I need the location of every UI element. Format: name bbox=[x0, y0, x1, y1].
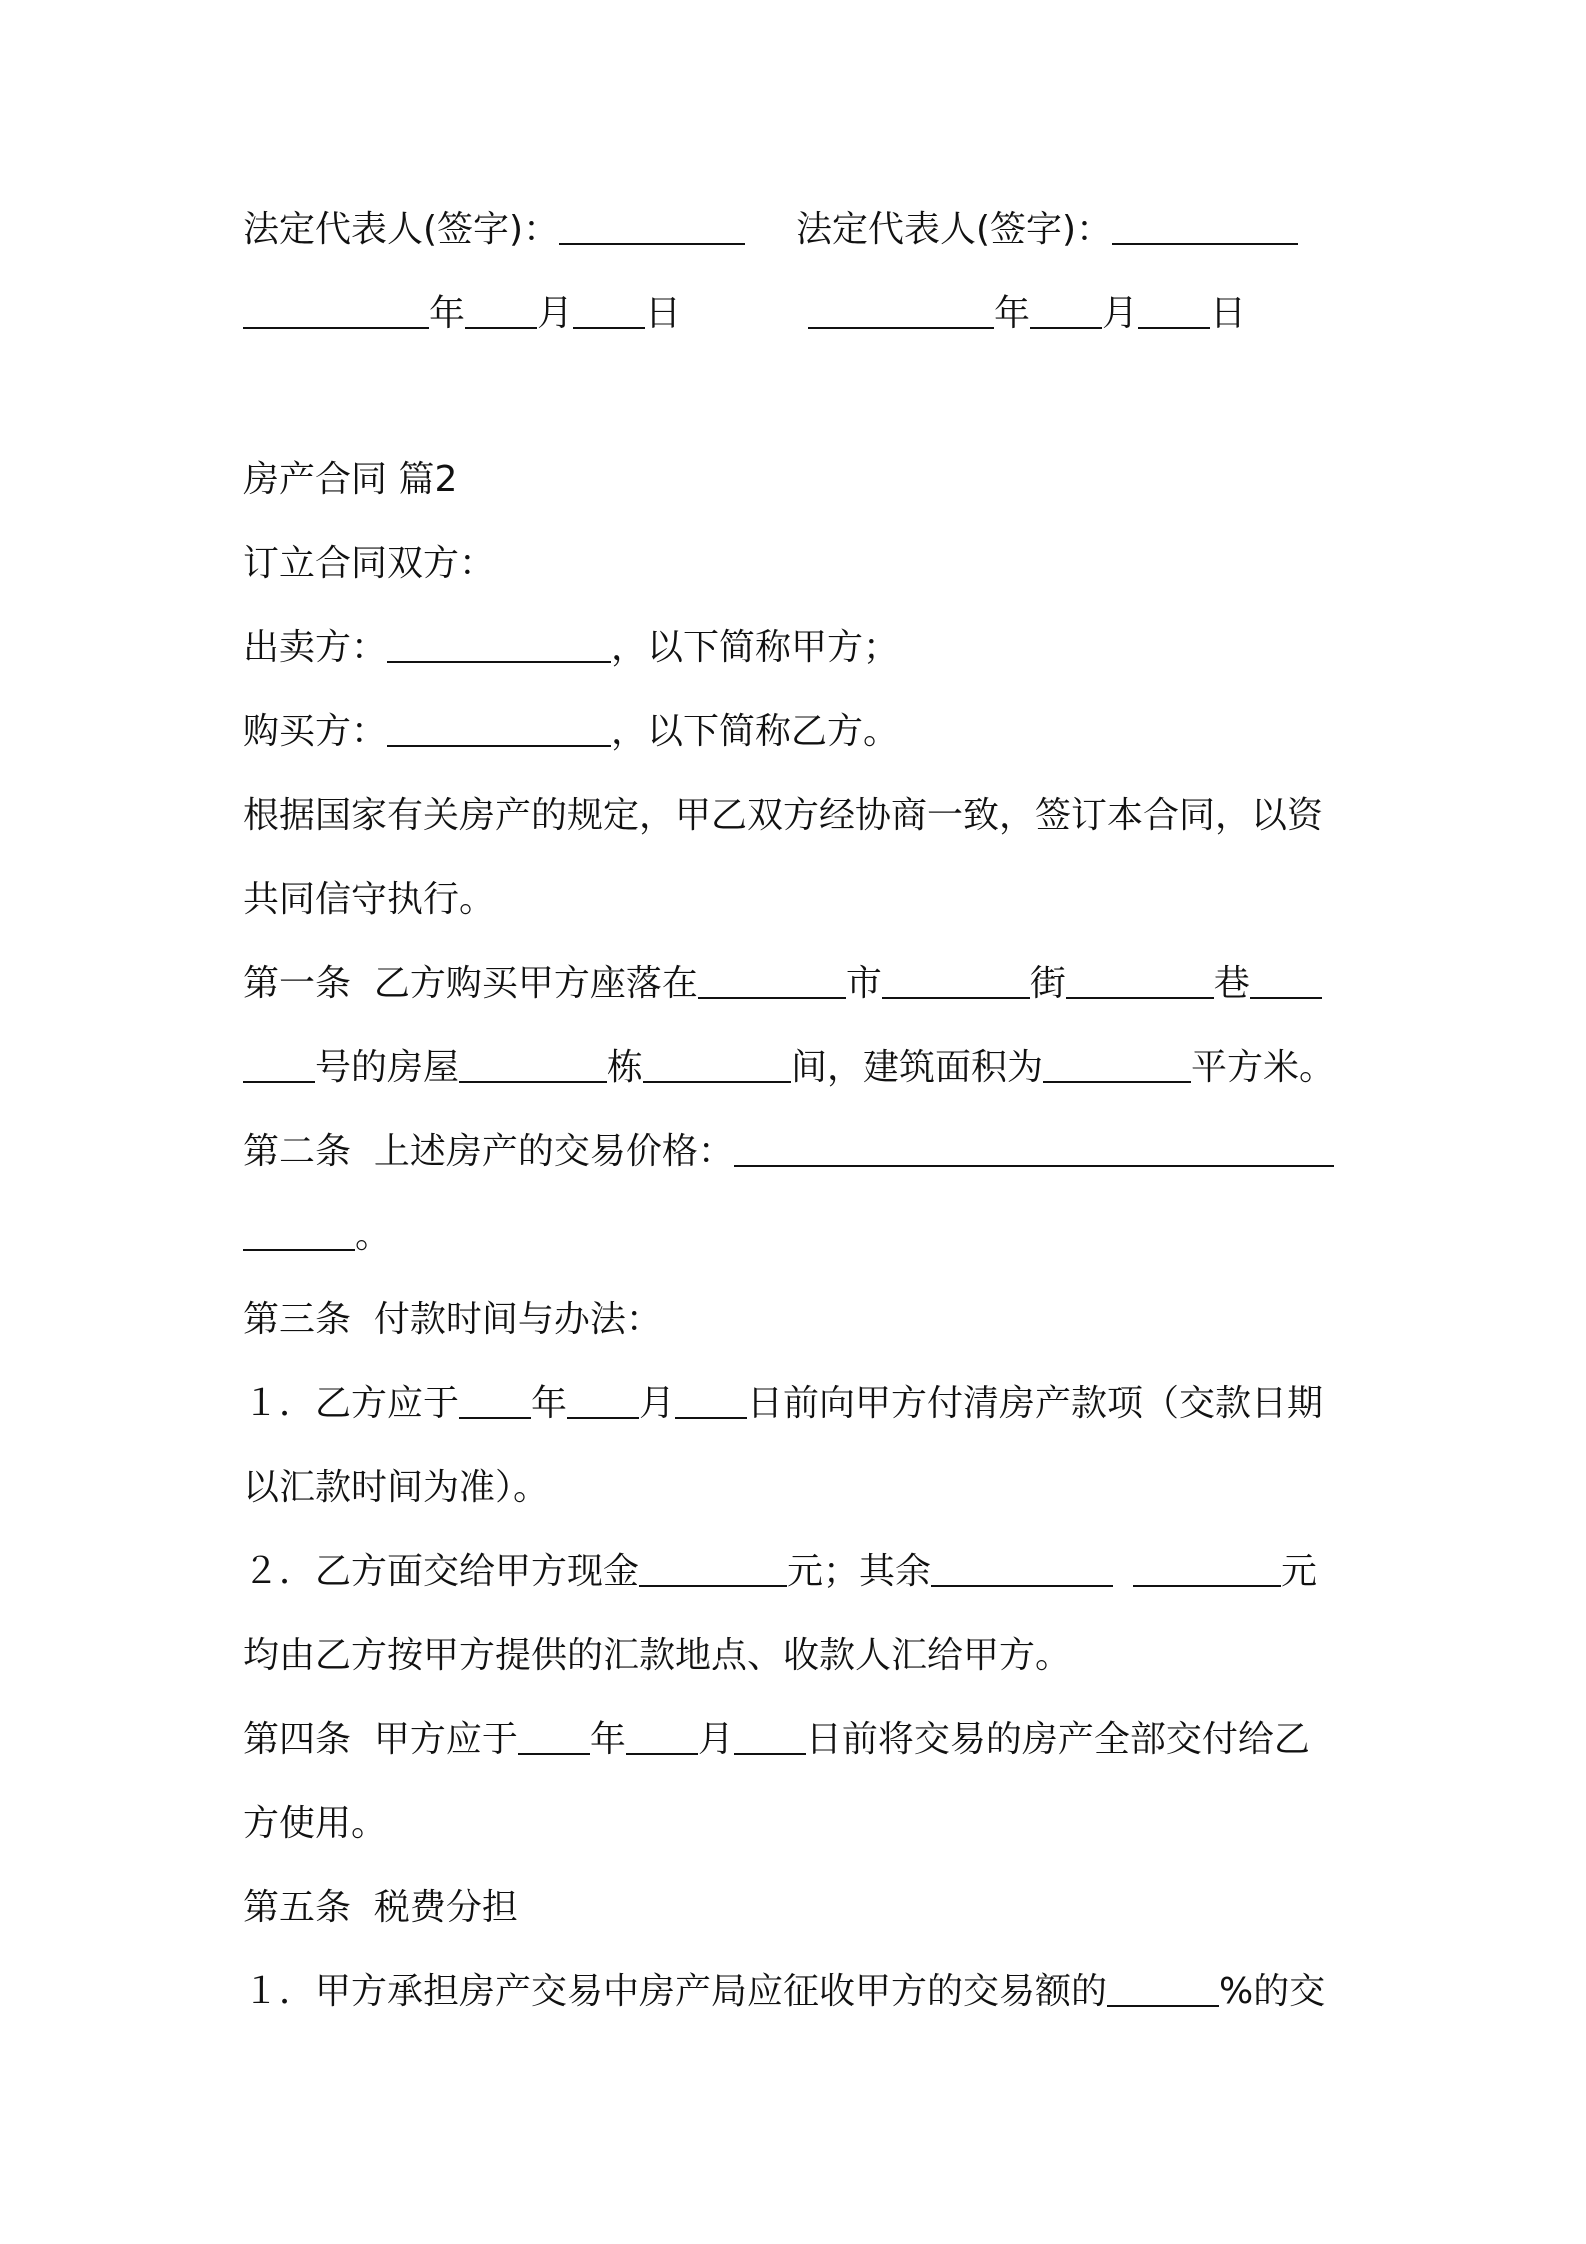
month-label: 月 bbox=[537, 293, 574, 334]
article-3-title: 第三条 付款时间与办法： bbox=[243, 1299, 662, 1340]
month-blank bbox=[567, 1385, 639, 1419]
area-blank bbox=[1043, 1049, 1191, 1083]
article-5-item-1-text: １．甲方承担房产交易中房产局应征收甲方的交易额的 bbox=[243, 1971, 1108, 2012]
lane-label: 巷 bbox=[1213, 963, 1250, 1004]
day-blank bbox=[734, 1721, 806, 1755]
buyer-label: 购买方： bbox=[243, 711, 388, 752]
article-4-line-1 bbox=[243, 1716, 1310, 1764]
buyer-blank bbox=[387, 713, 611, 747]
section-title: 房产合同 篇2 bbox=[243, 459, 458, 500]
year-blank bbox=[518, 1721, 590, 1755]
article-2-text: 第二条 上述房产的交易价格： bbox=[243, 1131, 734, 1172]
article-2-end: 。 bbox=[355, 1215, 392, 1256]
seller-line bbox=[243, 624, 899, 672]
year-label: 年 bbox=[429, 293, 466, 334]
street-label: 街 bbox=[1029, 963, 1066, 1004]
city-blank bbox=[698, 965, 846, 999]
year-blank bbox=[459, 1385, 531, 1419]
year-label: 年 bbox=[589, 1719, 626, 1760]
parties-heading: 订立合同双方： bbox=[243, 543, 496, 584]
day-blank bbox=[1138, 295, 1210, 329]
seller-label: 出卖方： bbox=[243, 627, 388, 668]
buyer-line bbox=[243, 708, 899, 756]
item-1-text: １．乙方应于 bbox=[243, 1383, 460, 1424]
percent-blank bbox=[1107, 1973, 1219, 2007]
article-3-item-1-line-1 bbox=[243, 1380, 1323, 1428]
article-1-text: 第一条 乙方购买甲方座落在 bbox=[243, 963, 698, 1004]
month-label: 月 bbox=[697, 1719, 734, 1760]
year-blank bbox=[243, 295, 429, 329]
seller-suffix: ，以下简称甲方； bbox=[611, 627, 900, 668]
price-blank-start bbox=[734, 1133, 1334, 1167]
signature-line-right bbox=[796, 206, 1298, 254]
article-4-line-2: 方使用。 bbox=[243, 1803, 388, 1844]
number-blank-end bbox=[243, 1049, 315, 1083]
street-blank bbox=[882, 965, 1030, 999]
buyer-suffix: ，以下简称乙方。 bbox=[611, 711, 900, 752]
signature-label-right: 法定代表人(签字)： bbox=[796, 209, 1113, 250]
year-blank bbox=[808, 295, 994, 329]
percent-label: %的交 bbox=[1219, 1971, 1326, 2012]
building-blank bbox=[459, 1049, 607, 1083]
date-line-left bbox=[243, 290, 681, 338]
day-label: 日 bbox=[1210, 293, 1247, 334]
area-unit: 平方米。 bbox=[1191, 1047, 1336, 1088]
article-3-item-1-line-2: 以汇款时间为准）。 bbox=[243, 1467, 550, 1508]
article-3-item-2-line-2: 均由乙方按甲方提供的汇款地点、收款人汇给甲方。 bbox=[243, 1635, 1072, 1676]
article-3-item-2-line-1 bbox=[243, 1548, 1317, 1596]
article-2-line-2 bbox=[243, 1212, 391, 1260]
month-blank bbox=[1030, 295, 1102, 329]
item-2-text: ２．乙方面交给甲方现金 bbox=[243, 1551, 640, 1592]
article-4-text-end: 日前将交易的房产全部交付给乙 bbox=[805, 1719, 1310, 1760]
year-label: 年 bbox=[994, 293, 1031, 334]
preamble-line-2: 共同信守执行。 bbox=[243, 879, 496, 920]
number-label: 号的房屋 bbox=[315, 1047, 460, 1088]
signature-blank-left bbox=[559, 211, 745, 245]
city-label: 市 bbox=[845, 963, 882, 1004]
room-blank bbox=[643, 1049, 791, 1083]
signature-label-left: 法定代表人(签字)： bbox=[243, 209, 560, 250]
article-4-text: 第四条 甲方应于 bbox=[243, 1719, 518, 1760]
remainder-unit: 元 bbox=[1281, 1551, 1318, 1592]
day-blank bbox=[573, 295, 645, 329]
day-blank bbox=[675, 1385, 747, 1419]
signature-line-left bbox=[243, 206, 745, 254]
remainder-blank bbox=[931, 1553, 1113, 1587]
article-5-title: 第五条 税费分担 bbox=[243, 1887, 518, 1928]
date-line-right bbox=[808, 290, 1246, 338]
month-label: 月 bbox=[639, 1383, 676, 1424]
month-label: 月 bbox=[1102, 293, 1139, 334]
article-1-line-1 bbox=[243, 960, 1322, 1008]
year-label: 年 bbox=[531, 1383, 568, 1424]
article-1-line-2 bbox=[243, 1044, 1335, 1092]
seller-blank bbox=[387, 629, 611, 663]
cash-unit: 元；其余 bbox=[787, 1551, 932, 1592]
lane-blank bbox=[1066, 965, 1214, 999]
preamble-line-1: 根据国家有关房产的规定，甲乙双方经协商一致，签订本合同，以资 bbox=[243, 795, 1324, 836]
month-blank bbox=[626, 1721, 698, 1755]
month-blank bbox=[465, 295, 537, 329]
day-label: 日 bbox=[645, 293, 682, 334]
remainder-amount-blank bbox=[1133, 1553, 1281, 1587]
price-blank-end bbox=[243, 1217, 355, 1251]
item-1-text-end: 日前向甲方付清房产款项（交款日期 bbox=[747, 1383, 1324, 1424]
room-label: 间，建筑面积为 bbox=[791, 1047, 1044, 1088]
cash-blank bbox=[639, 1553, 787, 1587]
signature-blank-right bbox=[1112, 211, 1298, 245]
building-label: 栋 bbox=[607, 1047, 644, 1088]
number-blank-start bbox=[1250, 965, 1322, 999]
article-5-item-1-line-1 bbox=[243, 1968, 1325, 2016]
article-2-line-1 bbox=[243, 1128, 1334, 1176]
